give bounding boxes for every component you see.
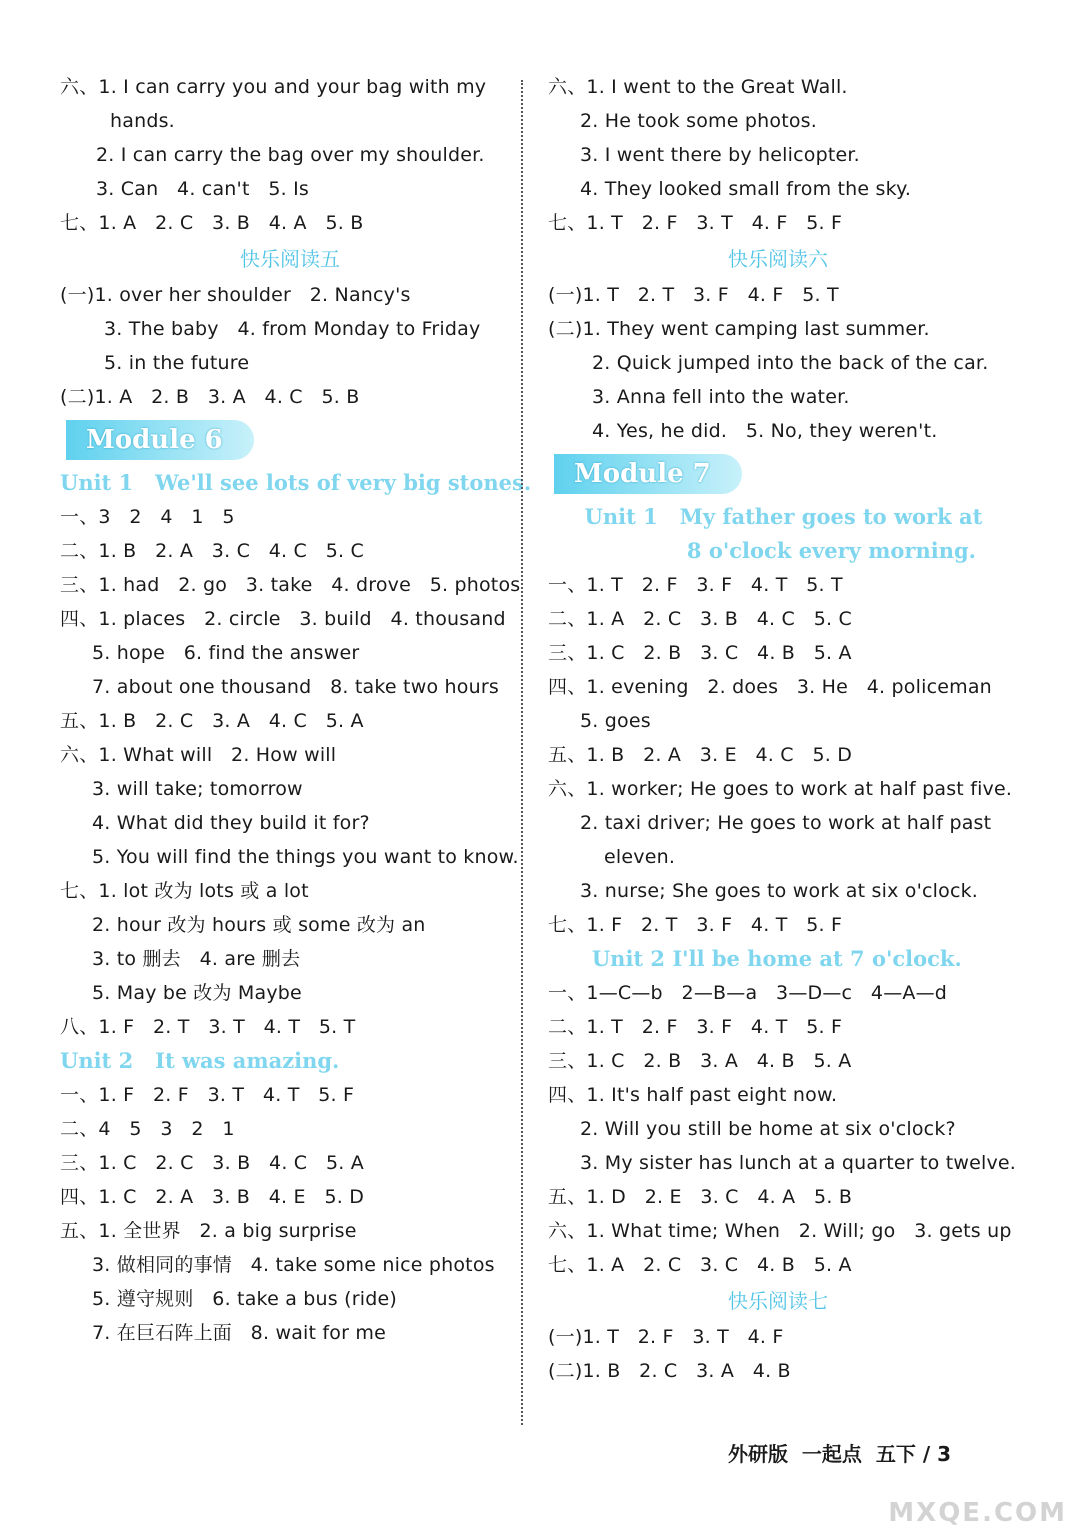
answer-text: 3. 做相同的事情 4. take some nice photos	[92, 1254, 495, 1276]
answer-line	[60, 704, 520, 738]
answer-text: 2. Will you still be home at six o'clock?	[580, 1118, 956, 1140]
question-number-label: (二)	[548, 1360, 583, 1382]
module-header	[548, 448, 1008, 500]
answer-line	[548, 1320, 1008, 1354]
answer-line	[60, 1180, 520, 1214]
answer-text: 3. My sister has lunch at a quarter to twelve.	[580, 1152, 1017, 1174]
module-badge: Module 6	[66, 420, 254, 460]
answer-line	[548, 1248, 1008, 1282]
answer-line	[60, 346, 520, 380]
question-number-label: 三、	[548, 1050, 587, 1072]
answer-line	[548, 1146, 1017, 1180]
answer-line	[548, 670, 1008, 704]
answer-text: 5. in the future	[104, 352, 250, 374]
reading-section-title: 快乐阅读六	[728, 247, 828, 271]
answer-line	[548, 206, 1008, 240]
answer-text: 1. What will 2. How will	[98, 744, 337, 766]
question-number-label: 三、	[60, 1152, 99, 1174]
answer-line	[548, 874, 1008, 908]
question-number-label: 四、	[60, 608, 99, 630]
answer-line	[60, 1282, 520, 1316]
question-number-label: 六、	[548, 1220, 587, 1242]
answer-line	[548, 138, 1008, 172]
answer-line	[548, 380, 1008, 414]
question-number-label: 六、	[548, 778, 587, 800]
answer-line	[548, 806, 1008, 840]
answer-text: 1. What time; When 2. Will; go 3. gets up	[586, 1220, 1012, 1242]
question-number-label: 一、	[548, 574, 587, 596]
question-number-label: 二、	[548, 608, 587, 630]
answer-line	[548, 104, 1008, 138]
column-divider	[521, 80, 523, 1425]
answer-text: 2. hour 改为 hours 或 some 改为 an	[92, 914, 426, 936]
question-number-label: 五、	[548, 744, 587, 766]
answer-line	[60, 380, 520, 414]
answer-line	[60, 942, 520, 976]
question-number-label: 七、	[548, 1254, 587, 1276]
answer-text: 1. I can carry you and your bag with my	[98, 76, 487, 98]
answer-text: 1. evening 2. does 3. He 4. policeman	[586, 676, 992, 698]
question-number-label: 一、	[60, 506, 99, 528]
answer-line	[60, 840, 520, 874]
unit-title: Unit 1 We'll see lots of very big stones.	[60, 470, 532, 495]
answer-text: 1. It's half past eight now.	[586, 1084, 838, 1106]
answer-line	[548, 602, 1008, 636]
question-number-label: (一)	[548, 1326, 583, 1348]
answer-text: 1. lot 改为 lots 或 a lot	[98, 880, 309, 902]
answer-text: 3. Can 4. can't 5. Is	[96, 178, 309, 200]
answer-line	[60, 312, 520, 346]
answer-text: 1. F 2. T 3. F 4. T 5. F	[586, 914, 843, 936]
answer-line	[548, 346, 1008, 380]
left-answer-column	[60, 70, 532, 1350]
answer-text: 1. B 2. C 3. A 4. B	[582, 1360, 791, 1382]
module-badge: Module 7	[554, 454, 742, 494]
answer-text: 2. taxi driver; He goes to work at half past	[580, 812, 992, 834]
question-number-label: (一)	[60, 284, 95, 306]
answer-text: 4. What did they build it for?	[92, 812, 370, 834]
answer-text: 3. will take; tomorrow	[92, 778, 303, 800]
answer-line	[60, 1010, 520, 1044]
answer-line	[60, 1316, 520, 1350]
answer-line	[60, 908, 520, 942]
answer-line	[60, 976, 520, 1010]
answer-text: 7. about one thousand 8. take two hours	[92, 676, 499, 698]
answer-text: 1. They went camping last summer.	[582, 318, 930, 340]
page-footer: 外研版 一起点 五下 / 3	[728, 1442, 951, 1466]
answer-line	[60, 772, 520, 806]
unit-title: Unit 1 My father goes to work at	[548, 504, 983, 529]
answer-line	[548, 976, 1008, 1010]
question-number-label: 五、	[60, 1220, 99, 1242]
answer-line	[548, 1078, 1008, 1112]
answer-line	[60, 636, 520, 670]
reading-section-title: 快乐阅读五	[240, 247, 340, 271]
answer-line	[60, 70, 520, 104]
question-number-label: 三、	[60, 574, 99, 596]
question-number-label: 六、	[60, 76, 99, 98]
question-number-label: 一、	[548, 982, 587, 1004]
answer-text: 1. D 2. E 3. C 4. A 5. B	[586, 1186, 853, 1208]
answer-text: 1. places 2. circle 3. build 4. thousand	[98, 608, 506, 630]
answer-line	[548, 704, 1008, 738]
answer-text: 1. C 2. B 3. A 4. B 5. A	[586, 1050, 852, 1072]
answer-text: eleven.	[604, 846, 676, 868]
answer-line	[60, 138, 520, 172]
question-number-label: 五、	[548, 1186, 587, 1208]
answer-line	[60, 1112, 520, 1146]
answer-text: 1. A 2. B 3. A 4. C 5. B	[94, 386, 360, 408]
question-number-label: 二、	[60, 540, 99, 562]
answer-line	[60, 1214, 520, 1248]
question-number-label: 七、	[548, 914, 587, 936]
answer-text: 1. C 2. C 3. B 4. C 5. A	[98, 1152, 364, 1174]
answer-text: 2. I can carry the bag over my shoulder.	[96, 144, 485, 166]
unit-title: Unit 2 It was amazing.	[60, 1048, 340, 1073]
question-number-label: (二)	[60, 386, 95, 408]
answer-line	[60, 1248, 520, 1282]
answer-line	[60, 104, 520, 138]
answer-line	[60, 738, 520, 772]
answer-text: 4. They looked small from the sky.	[580, 178, 912, 200]
answer-line	[548, 738, 1008, 772]
answer-text: 7. 在巨石阵上面 8. wait for me	[92, 1322, 386, 1344]
question-number-label: 一、	[60, 1084, 99, 1106]
unit-title: 8 o'clock every morning.	[548, 538, 976, 563]
answer-text: 1. B 2. A 3. C 4. C 5. C	[98, 540, 364, 562]
answer-line	[548, 414, 1008, 448]
answer-text: 3. The baby 4. from Monday to Friday	[104, 318, 481, 340]
answer-line	[60, 874, 520, 908]
answer-text: 1. worker; He goes to work at half past five.	[586, 778, 1013, 800]
answer-text: 4. Yes, he did. 5. No, they weren't.	[592, 420, 938, 442]
question-number-label: (二)	[548, 318, 583, 340]
answer-text: 2. He took some photos.	[580, 110, 818, 132]
answer-text: 1. T 2. F 3. T 4. F	[582, 1326, 784, 1348]
question-number-label: 七、	[548, 212, 587, 234]
answer-line	[60, 534, 520, 568]
module-header	[60, 414, 520, 466]
site-watermark: MXQE.COM	[888, 1498, 1067, 1528]
answer-text: 1. A 2. C 3. C 4. B 5. A	[586, 1254, 852, 1276]
question-number-label: (一)	[548, 284, 583, 306]
question-number-label: 五、	[60, 710, 99, 732]
answer-line	[548, 70, 1008, 104]
answer-text: 3. I went there by helicopter.	[580, 144, 860, 166]
question-number-label: 四、	[548, 1084, 587, 1106]
answer-text: 3 2 4 1 5	[98, 506, 235, 528]
answer-line	[548, 568, 1008, 602]
question-number-label: 三、	[548, 642, 587, 664]
answer-line	[548, 840, 1008, 874]
answer-line	[60, 500, 520, 534]
answer-line	[548, 1010, 1008, 1044]
answer-text: 1. T 2. F 3. T 4. F 5. F	[586, 212, 843, 234]
answer-text: 1. T 2. T 3. F 4. F 5. T	[582, 284, 839, 306]
answer-line	[60, 1146, 520, 1180]
answer-line	[60, 806, 520, 840]
answer-text: 1. F 2. T 3. T 4. T 5. T	[98, 1016, 356, 1038]
answer-text: 1. over her shoulder 2. Nancy's	[94, 284, 411, 306]
answer-text: hands.	[110, 110, 175, 132]
answer-text: 5. hope 6. find the answer	[92, 642, 360, 664]
answer-line	[548, 908, 1008, 942]
question-number-label: 七、	[60, 212, 99, 234]
answer-text: 1. T 2. F 3. F 4. T 5. T	[586, 574, 843, 596]
answer-text: 5. goes	[580, 710, 651, 732]
answer-text: 4 5 3 2 1	[98, 1118, 235, 1140]
answer-line	[548, 278, 1008, 312]
answer-line	[548, 1354, 1008, 1388]
answer-text: 1. B 2. C 3. A 4. C 5. A	[98, 710, 364, 732]
question-number-label: 六、	[548, 76, 587, 98]
answer-text: 3. Anna fell into the water.	[592, 386, 850, 408]
answer-line	[548, 636, 1008, 670]
answer-line	[548, 1112, 1008, 1146]
answer-text: 1. A 2. C 3. B 4. A 5. B	[98, 212, 364, 234]
answer-text: 5. You will find the things you want to know.	[92, 846, 519, 868]
answer-text: 1. C 2. B 3. C 4. B 5. A	[586, 642, 852, 664]
reading-section-title: 快乐阅读七	[728, 1289, 828, 1313]
answer-line	[60, 1078, 520, 1112]
answer-line	[60, 568, 520, 602]
question-number-label: 八、	[60, 1016, 99, 1038]
answer-line	[548, 772, 1013, 806]
answer-line	[548, 312, 1008, 346]
answer-line	[60, 670, 520, 704]
answer-text: 1. A 2. C 3. B 4. C 5. C	[586, 608, 852, 630]
answer-line	[548, 172, 1008, 206]
answer-text: 5. May be 改为 Maybe	[92, 982, 302, 1004]
answer-text: 1. C 2. A 3. B 4. E 5. D	[98, 1186, 365, 1208]
unit-title: Unit 2 I'll be home at 7 o'clock.	[548, 946, 962, 971]
question-number-label: 二、	[60, 1118, 99, 1140]
answer-text: 1. I went to the Great Wall.	[586, 76, 848, 98]
question-number-label: 二、	[548, 1016, 587, 1038]
question-number-label: 六、	[60, 744, 99, 766]
answer-line	[60, 206, 520, 240]
answer-line	[548, 1180, 1008, 1214]
question-number-label: 七、	[60, 880, 99, 902]
answer-text: 3. nurse; She goes to work at six o'clock.	[580, 880, 979, 902]
answer-text: 2. Quick jumped into the back of the car.	[592, 352, 989, 374]
answer-text: 1. B 2. A 3. E 4. C 5. D	[586, 744, 853, 766]
answer-text: 5. 遵守规则 6. take a bus (ride)	[92, 1288, 397, 1310]
answer-text: 1. 全世界 2. a big surprise	[98, 1220, 357, 1242]
right-answer-column	[548, 70, 1017, 1388]
answer-line	[548, 1044, 1008, 1078]
question-number-label: 四、	[548, 676, 587, 698]
answer-text: 1. T 2. F 3. F 4. T 5. F	[586, 1016, 843, 1038]
question-number-label: 四、	[60, 1186, 99, 1208]
answer-text: 1. had 2. go 3. take 4. drove 5. photos	[98, 574, 521, 596]
answer-text: 1—C—b 2—B—a 3—D—c 4—A—d	[586, 982, 948, 1004]
answer-line	[548, 1214, 1012, 1248]
answer-text: 3. to 删去 4. are 删去	[92, 948, 301, 970]
answer-line	[60, 278, 520, 312]
answer-line	[60, 172, 520, 206]
answer-text: 1. F 2. F 3. T 4. T 5. F	[98, 1084, 355, 1106]
answer-line	[60, 602, 520, 636]
